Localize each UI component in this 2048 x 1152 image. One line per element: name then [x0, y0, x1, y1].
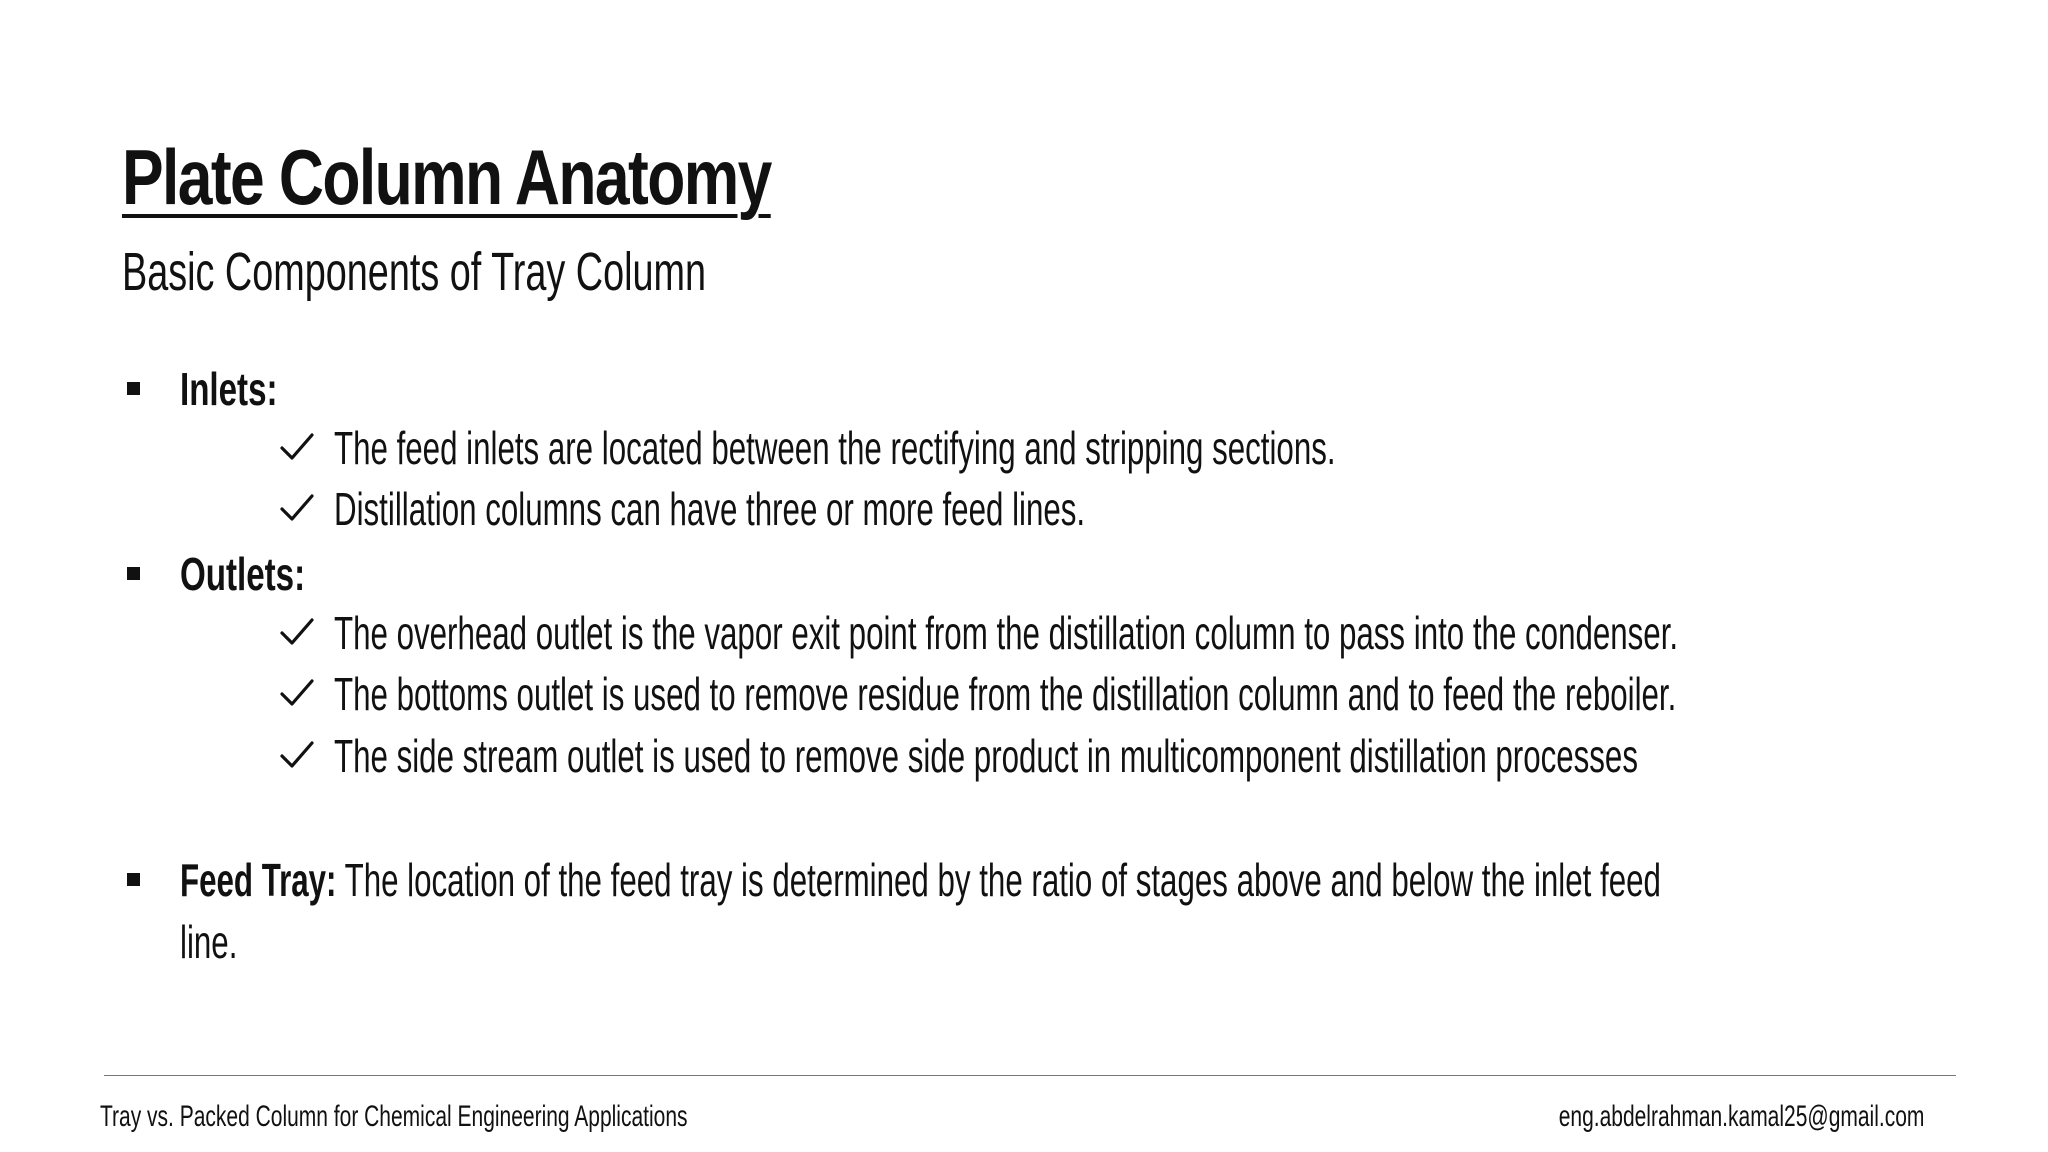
outlets-point-1: The overhead outlet is the vapor exit point from the distillation column to pass into the condenser.	[334, 607, 1679, 659]
feed-tray-text: The location of the feed tray is determined by the ratio of stages above and below the inlet feed	[336, 854, 1661, 906]
square-bullet-icon	[127, 567, 140, 580]
checkmark-icon	[280, 740, 314, 770]
square-bullet-icon	[127, 382, 140, 395]
page-subtitle: Basic Components of Tray Column	[122, 242, 707, 302]
square-bullet-icon	[127, 873, 140, 886]
checkmark-icon	[280, 493, 314, 523]
checkmark-icon	[280, 678, 314, 708]
page-title: Plate Column Anatomy	[122, 133, 771, 221]
footer-divider	[104, 1075, 1956, 1076]
footer-course-title: Tray vs. Packed Column for Chemical Engineering Applications	[100, 1100, 688, 1133]
checkmark-icon	[280, 432, 314, 462]
inlets-point-2: Distillation columns can have three or more feed lines.	[334, 483, 1086, 535]
feed-tray-text-continued: line.	[180, 916, 238, 968]
inlets-point-1: The feed inlets are located between the rectifying and stripping sections.	[334, 422, 1336, 474]
feed-tray-heading: Feed Tray:	[180, 854, 337, 906]
outlets-heading: Outlets:	[180, 548, 306, 600]
checkmark-icon	[280, 617, 314, 647]
footer-email: eng.abdelrahman.kamal25@gmail.com	[1558, 1100, 1924, 1133]
outlets-point-3: The side stream outlet is used to remove side product in multicomponent distillation processes	[334, 730, 1638, 782]
feed-tray-paragraph	[180, 854, 1661, 906]
outlets-point-2: The bottoms outlet is used to remove residue from the distillation column and to feed the reboiler.	[334, 668, 1677, 720]
inlets-heading: Inlets:	[180, 363, 278, 415]
